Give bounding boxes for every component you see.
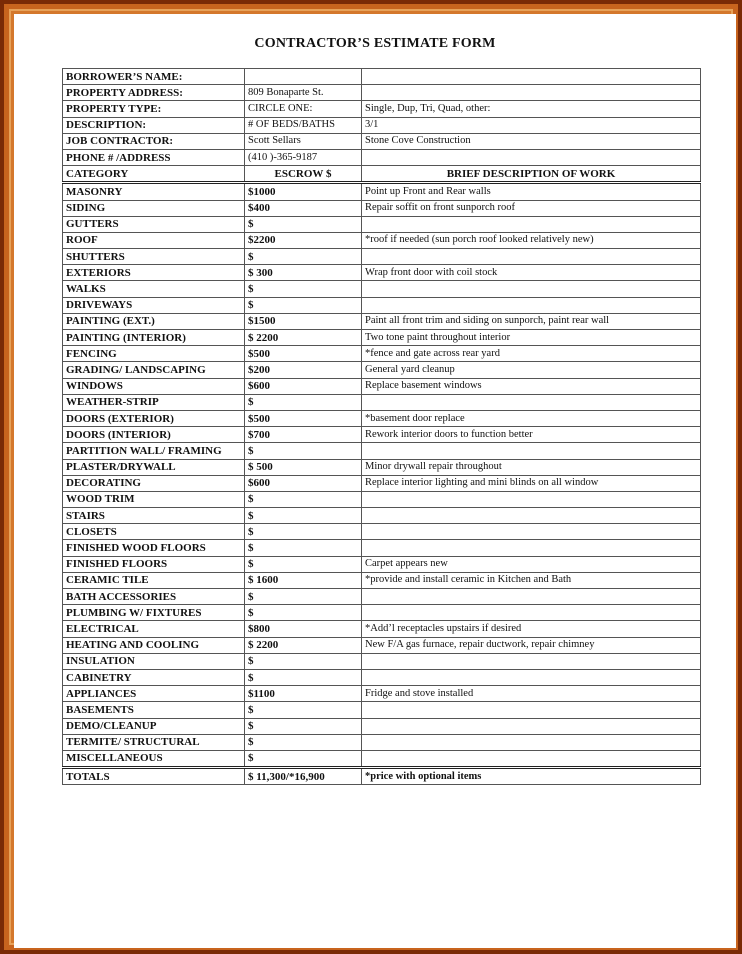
- row-description: [362, 491, 701, 507]
- totals-description: *price with optional items: [362, 768, 701, 785]
- row-category: WEATHER-STRIP: [63, 394, 245, 410]
- row-category: DRIVEWAYS: [63, 297, 245, 313]
- totals-escrow: $ 11,300/*16,900: [245, 768, 362, 785]
- row-description: [362, 540, 701, 556]
- row-description: [362, 297, 701, 313]
- row-category: EXTERIORS: [63, 265, 245, 281]
- row-escrow: $ 2200: [245, 330, 362, 346]
- row-description: [362, 281, 701, 297]
- table-row: [63, 362, 701, 378]
- table-row: [63, 702, 701, 718]
- row-category: INSULATION: [63, 653, 245, 669]
- totals-label: TOTALS: [63, 768, 245, 785]
- row-escrow: $: [245, 589, 362, 605]
- info-row: [63, 85, 701, 101]
- row-escrow: $ 2200: [245, 637, 362, 653]
- row-description: *fence and gate across rear yard: [362, 346, 701, 362]
- table-row: [63, 750, 701, 767]
- info-value: 809 Bonaparte St.: [245, 85, 362, 101]
- table-row: [63, 508, 701, 524]
- row-description: Paint all front trim and siding on sunporch, paint rear wall: [362, 313, 701, 329]
- row-category: TERMITE/ STRUCTURAL: [63, 734, 245, 750]
- row-description: Repair soffit on front sunporch roof: [362, 200, 701, 216]
- row-category: STAIRS: [63, 508, 245, 524]
- row-category: WALKS: [63, 281, 245, 297]
- row-escrow: $: [245, 216, 362, 232]
- row-description: [362, 394, 701, 410]
- table-row: [63, 556, 701, 572]
- row-description: Two tone paint throughout interior: [362, 330, 701, 346]
- row-escrow: $: [245, 524, 362, 540]
- row-category: APPLIANCES: [63, 686, 245, 702]
- row-escrow: $: [245, 540, 362, 556]
- row-escrow: $: [245, 718, 362, 734]
- row-category: CABINETRY: [63, 669, 245, 685]
- info-label: PROPERTY TYPE:: [63, 101, 245, 117]
- row-escrow: $: [245, 556, 362, 572]
- row-category: DOORS (INTERIOR): [63, 427, 245, 443]
- row-category: CERAMIC TILE: [63, 572, 245, 588]
- table-row: [63, 718, 701, 734]
- row-description: Replace basement windows: [362, 378, 701, 394]
- row-category: DECORATING: [63, 475, 245, 491]
- table-row: [63, 621, 701, 637]
- table-header-row: [63, 166, 701, 183]
- row-escrow: $: [245, 249, 362, 265]
- row-description: Carpet appears new: [362, 556, 701, 572]
- table-row: [63, 443, 701, 459]
- table-row: [63, 524, 701, 540]
- row-escrow: $2200: [245, 232, 362, 248]
- row-description: Fridge and stove installed: [362, 686, 701, 702]
- row-escrow: $: [245, 702, 362, 718]
- row-escrow: $ 300: [245, 265, 362, 281]
- row-description: Rework interior doors to function better: [362, 427, 701, 443]
- row-escrow: $600: [245, 475, 362, 491]
- row-description: [362, 669, 701, 685]
- table-row: [63, 734, 701, 750]
- table-row: [63, 200, 701, 216]
- table-row: [63, 330, 701, 346]
- info-label: PROPERTY ADDRESS:: [63, 85, 245, 101]
- row-description: *basement door replace: [362, 410, 701, 426]
- row-escrow: $: [245, 605, 362, 621]
- row-description: [362, 653, 701, 669]
- table-row: [63, 216, 701, 232]
- row-escrow: $400: [245, 200, 362, 216]
- info-label: JOB CONTRACTOR:: [63, 133, 245, 149]
- row-escrow: $: [245, 653, 362, 669]
- info-row: [63, 117, 701, 133]
- row-description: *provide and install ceramic in Kitchen and Bath: [362, 572, 701, 588]
- row-escrow: $800: [245, 621, 362, 637]
- row-escrow: $ 1600: [245, 572, 362, 588]
- row-description: New F/A gas furnace, repair ductwork, repair chimney: [362, 637, 701, 653]
- info-extra: [362, 85, 701, 101]
- row-escrow: $200: [245, 362, 362, 378]
- info-extra: [362, 69, 701, 85]
- table-row: [63, 313, 701, 329]
- row-category: WINDOWS: [63, 378, 245, 394]
- info-row: [63, 69, 701, 85]
- row-category: ELECTRICAL: [63, 621, 245, 637]
- row-description: [362, 249, 701, 265]
- row-escrow: $700: [245, 427, 362, 443]
- row-description: *roof if needed (sun porch roof looked relatively new): [362, 232, 701, 248]
- row-escrow: $: [245, 734, 362, 750]
- header-description: BRIEF DESCRIPTION OF WORK: [362, 166, 701, 183]
- table-row: [63, 410, 701, 426]
- table-row: [63, 249, 701, 265]
- row-category: FENCING: [63, 346, 245, 362]
- row-category: GUTTERS: [63, 216, 245, 232]
- info-value: # OF BEDS/BATHS: [245, 117, 362, 133]
- info-value: Scott Sellars: [245, 133, 362, 149]
- category-rows: [63, 183, 701, 768]
- row-description: [362, 216, 701, 232]
- row-category: ROOF: [63, 232, 245, 248]
- table-row: [63, 232, 701, 248]
- row-escrow: $1000: [245, 183, 362, 200]
- row-escrow: $: [245, 297, 362, 313]
- row-category: MISCELLANEOUS: [63, 750, 245, 767]
- row-escrow: $500: [245, 346, 362, 362]
- row-escrow: $: [245, 750, 362, 767]
- row-category: CLOSETS: [63, 524, 245, 540]
- row-description: Replace interior lighting and mini blinds on all window: [362, 475, 701, 491]
- table-row: [63, 589, 701, 605]
- table-row: [63, 540, 701, 556]
- table-row: [63, 491, 701, 507]
- totals-row: [63, 768, 701, 785]
- row-escrow: $: [245, 443, 362, 459]
- table-row: [63, 669, 701, 685]
- row-category: PARTITION WALL/ FRAMING: [63, 443, 245, 459]
- table-row: [63, 637, 701, 653]
- info-row: [63, 101, 701, 117]
- row-escrow: $: [245, 669, 362, 685]
- row-description: [362, 702, 701, 718]
- row-escrow: $: [245, 281, 362, 297]
- info-extra: 3/1: [362, 117, 701, 133]
- info-value: [245, 69, 362, 85]
- info-label: BORROWER’S NAME:: [63, 69, 245, 85]
- info-value: CIRCLE ONE:: [245, 101, 362, 117]
- row-category: WOOD TRIM: [63, 491, 245, 507]
- info-extra: Single, Dup, Tri, Quad, other:: [362, 101, 701, 117]
- row-description: [362, 589, 701, 605]
- row-category: PLASTER/DRYWALL: [63, 459, 245, 475]
- row-escrow: $1100: [245, 686, 362, 702]
- row-description: [362, 750, 701, 767]
- info-value: (410 )-365-9187: [245, 149, 362, 165]
- row-category: GRADING/ LANDSCAPING: [63, 362, 245, 378]
- row-category: FINISHED WOOD FLOORS: [63, 540, 245, 556]
- row-category: DEMO/CLEANUP: [63, 718, 245, 734]
- row-escrow: $: [245, 491, 362, 507]
- row-category: PAINTING (EXT.): [63, 313, 245, 329]
- info-label: PHONE # /ADDRESS: [63, 149, 245, 165]
- row-escrow: $: [245, 508, 362, 524]
- row-description: Minor drywall repair throughout: [362, 459, 701, 475]
- table-row: [63, 378, 701, 394]
- table-row: [63, 427, 701, 443]
- table-row: [63, 297, 701, 313]
- row-category: SIDING: [63, 200, 245, 216]
- table-row: [63, 475, 701, 491]
- row-escrow: $ 500: [245, 459, 362, 475]
- table-row: [63, 183, 701, 200]
- row-category: PAINTING (INTERIOR): [63, 330, 245, 346]
- info-row: [63, 133, 701, 149]
- row-description: General yard cleanup: [362, 362, 701, 378]
- row-category: BASEMENTS: [63, 702, 245, 718]
- row-category: SHUTTERS: [63, 249, 245, 265]
- estimate-table: [62, 68, 701, 785]
- table-row: [63, 394, 701, 410]
- row-description: [362, 443, 701, 459]
- row-escrow: $600: [245, 378, 362, 394]
- row-description: Wrap front door with coil stock: [362, 265, 701, 281]
- row-description: [362, 718, 701, 734]
- info-extra: Stone Cove Construction: [362, 133, 701, 149]
- row-category: PLUMBING W/ FIXTURES: [63, 605, 245, 621]
- row-category: DOORS (EXTERIOR): [63, 410, 245, 426]
- header-section: [63, 166, 701, 183]
- row-description: [362, 605, 701, 621]
- row-escrow: $: [245, 394, 362, 410]
- row-description: *Add’l receptacles upstairs if desired: [362, 621, 701, 637]
- header-category: CATEGORY: [63, 166, 245, 183]
- form-page: [14, 14, 736, 948]
- info-section: [63, 69, 701, 166]
- row-category: FINISHED FLOORS: [63, 556, 245, 572]
- table-row: [63, 572, 701, 588]
- row-category: BATH ACCESSORIES: [63, 589, 245, 605]
- row-description: [362, 524, 701, 540]
- table-row: [63, 346, 701, 362]
- row-category: MASONRY: [63, 183, 245, 200]
- header-escrow: ESCROW $: [245, 166, 362, 183]
- table-row: [63, 686, 701, 702]
- form-title: CONTRACTOR’S ESTIMATE FORM: [254, 36, 496, 51]
- row-category: HEATING AND COOLING: [63, 637, 245, 653]
- table-row: [63, 653, 701, 669]
- row-escrow: $500: [245, 410, 362, 426]
- table-row: [63, 265, 701, 281]
- totals-section: [63, 768, 701, 785]
- row-description: [362, 508, 701, 524]
- info-label: DESCRIPTION:: [63, 117, 245, 133]
- info-extra: [362, 149, 701, 165]
- table-row: [63, 605, 701, 621]
- table-row: [63, 459, 701, 475]
- table-row: [63, 281, 701, 297]
- row-description: [362, 734, 701, 750]
- row-description: Point up Front and Rear walls: [362, 183, 701, 200]
- row-escrow: $1500: [245, 313, 362, 329]
- info-row: [63, 149, 701, 165]
